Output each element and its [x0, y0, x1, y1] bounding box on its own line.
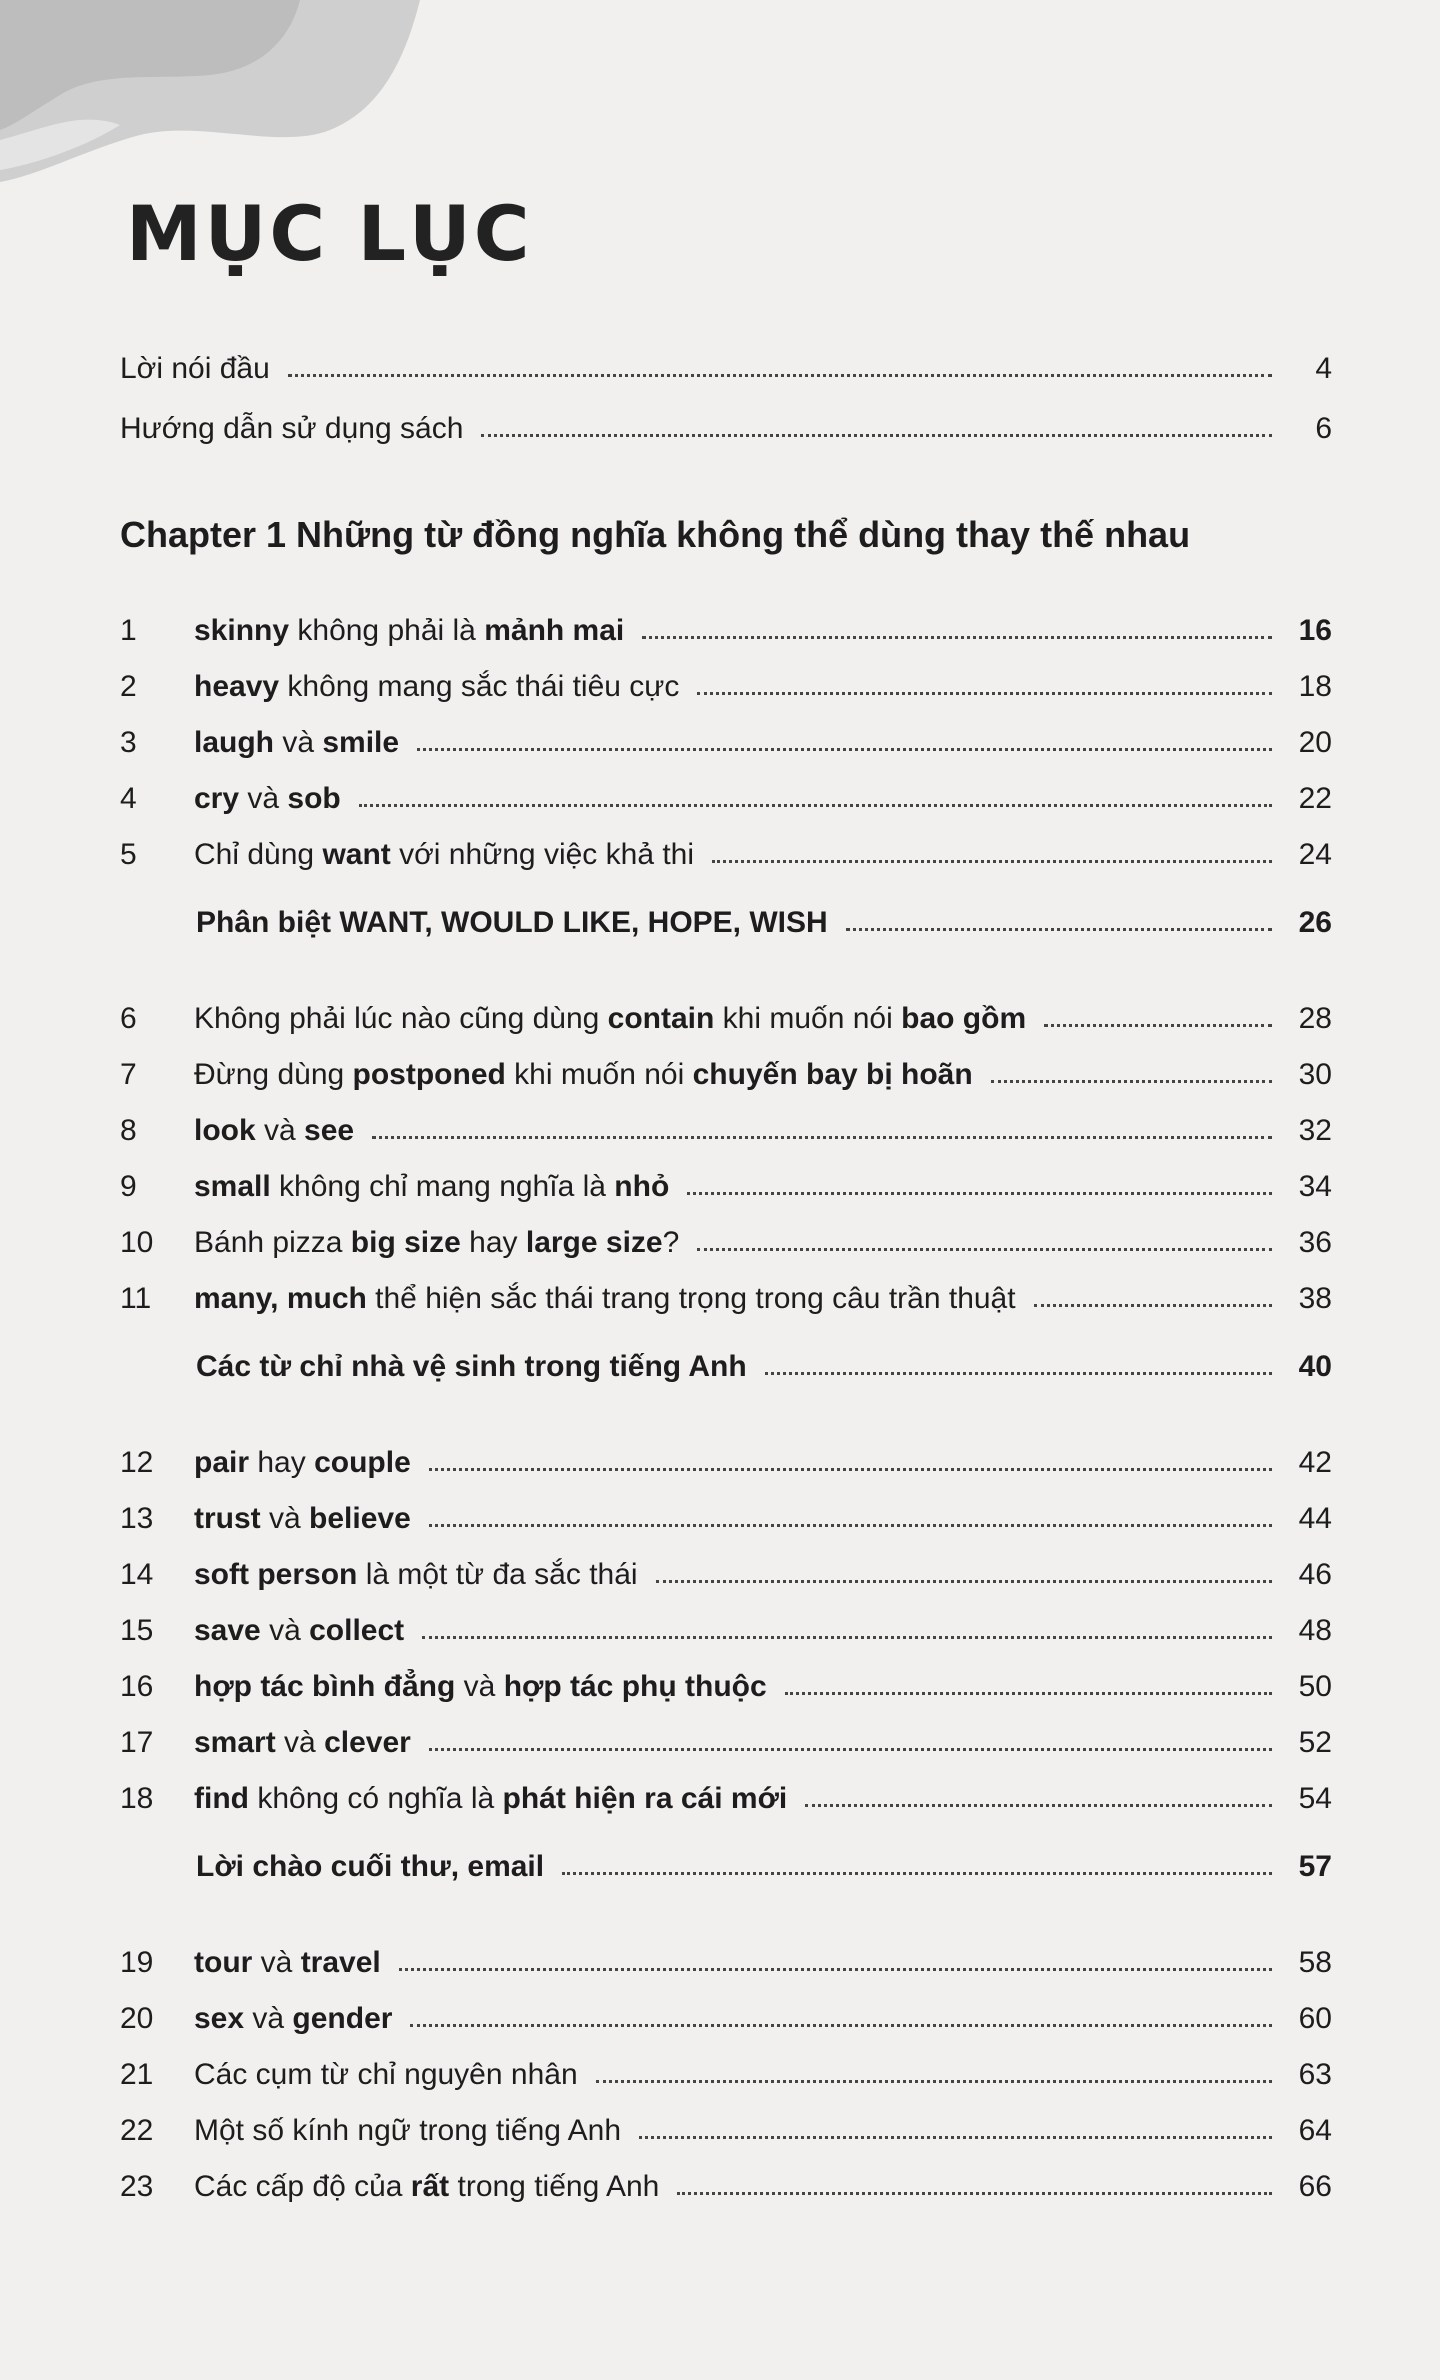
toc-row: [120, 988, 1332, 1036]
toc-page-number: 18: [1298, 670, 1332, 703]
toc-row: [120, 338, 1332, 386]
dot-leader: [991, 1080, 1272, 1083]
toc-row: [120, 1432, 1332, 1480]
decorative-corner-shape: [0, 0, 420, 190]
toc-page-number: 57: [1298, 1850, 1332, 1883]
toc-page-number: 64: [1298, 2114, 1332, 2147]
text-segment: và: [255, 1114, 305, 1147]
toc-entry-number: 18: [120, 1782, 154, 1815]
toc-entry-text: [196, 906, 828, 940]
bold-term: Các từ chỉ nhà vệ sinh trong tiếng Anh: [196, 1350, 747, 1383]
toc-page-number: 60: [1298, 2002, 1332, 2035]
bold-term: sex: [194, 2002, 245, 2035]
text-segment: khi muốn nói: [714, 1002, 902, 1035]
bold-term: hợp tác phụ thuộc: [503, 1670, 767, 1703]
text-segment: thể hiện sắc thái trang trọng trong câu trần thuật: [366, 1282, 1016, 1315]
text-segment: khi muốn nói: [505, 1058, 693, 1091]
toc-entry-number: 6: [120, 1002, 137, 1035]
bold-term: trust: [194, 1502, 261, 1535]
text-segment: và: [275, 1726, 325, 1759]
toc-page-number: 50: [1298, 1670, 1332, 1703]
toc-entry-number: 3: [120, 726, 137, 759]
text-segment: không chỉ mang nghĩa là: [270, 1170, 615, 1203]
toc-row: [120, 1156, 1332, 1204]
text-segment: và: [252, 1946, 301, 1979]
bold-term: laugh: [194, 726, 274, 759]
toc-page-number: 42: [1298, 1446, 1332, 1479]
bold-term: mảnh mai: [484, 614, 625, 647]
toc-entry-text: [194, 1226, 679, 1260]
bold-term: find: [194, 1782, 249, 1815]
toc-entry-number: 23: [120, 2170, 154, 2203]
bold-term: phát hiện ra cái mới: [502, 1782, 788, 1815]
dot-leader: [288, 374, 1272, 377]
dot-leader: [677, 2192, 1272, 2195]
bold-term: gender: [292, 2002, 393, 2035]
bold-term: pair: [194, 1446, 250, 1479]
dot-leader: [399, 1968, 1272, 1971]
bold-term: Lời chào cuối thư, email: [196, 1850, 545, 1883]
toc-page-number: 16: [1298, 614, 1332, 647]
toc-row: [120, 1932, 1332, 1980]
toc-row: [120, 1988, 1332, 2036]
toc-entry-text: [194, 1170, 669, 1204]
bold-term: big size: [350, 1226, 461, 1259]
bold-term: bao gồm: [901, 1002, 1027, 1035]
toc-row: [120, 712, 1332, 760]
toc-entry-text: [194, 614, 624, 648]
bold-term: couple: [314, 1446, 411, 1479]
bold-term: rất: [410, 2170, 450, 2203]
toc-page-number: 48: [1298, 1614, 1332, 1647]
toc-subsection-row: [196, 1836, 1332, 1884]
toc-entry-number: 14: [120, 1558, 154, 1591]
bold-term: chuyến bay bị hoãn: [692, 1058, 973, 1091]
toc-entry-number: 10: [120, 1226, 154, 1259]
toc-subsection-row: [196, 1336, 1332, 1384]
toc-entry-text: [194, 670, 679, 704]
bold-term: believe: [309, 1502, 411, 1535]
bold-term: save: [194, 1614, 261, 1647]
toc-entry-text: [194, 1114, 354, 1148]
bold-term: see: [304, 1114, 355, 1147]
text-segment: và: [239, 782, 288, 815]
dot-leader: [359, 804, 1272, 807]
toc-row: [120, 656, 1332, 704]
dot-leader: [429, 1524, 1272, 1527]
text-segment: trong tiếng Anh: [449, 2170, 660, 2203]
text-segment: hay: [460, 1226, 526, 1259]
text-segment: và: [260, 1614, 310, 1647]
dot-leader: [697, 692, 1272, 695]
text-segment: Các cấp độ của: [194, 2170, 411, 2203]
toc-page-number: 46: [1298, 1558, 1332, 1591]
toc-entry-text: [194, 1058, 973, 1092]
toc-row: [120, 1488, 1332, 1536]
bold-term: clever: [324, 1726, 411, 1759]
dot-leader: [562, 1872, 1272, 1875]
toc-page-number: 52: [1298, 1726, 1332, 1759]
toc-page-number: 28: [1298, 1002, 1332, 1035]
toc-entry-text: [194, 1502, 411, 1536]
toc-page-number: 24: [1298, 838, 1332, 871]
dot-leader: [1034, 1304, 1272, 1307]
toc-page-number: 32: [1298, 1114, 1332, 1147]
text-segment: và: [455, 1670, 504, 1703]
bold-term: smile: [322, 726, 400, 759]
text-segment: và: [260, 1502, 310, 1535]
toc-entry-number: 7: [120, 1058, 137, 1091]
toc-entry-text: [194, 2170, 659, 2204]
dot-leader: [642, 636, 1272, 639]
toc-entry-text: [194, 726, 399, 760]
toc-entry-text: [194, 782, 341, 816]
toc-entry-number: 17: [120, 1726, 154, 1759]
toc-entry-number: 19: [120, 1946, 154, 1979]
toc-page-number: 54: [1298, 1782, 1332, 1815]
dot-leader: [429, 1468, 1272, 1471]
page-title: MỤC LỤC: [126, 189, 533, 278]
dot-leader: [372, 1136, 1272, 1139]
bold-term: travel: [300, 1946, 381, 1979]
toc-entry-number: 22: [120, 2114, 154, 2147]
toc-page-number: 63: [1298, 2058, 1332, 2091]
bold-term: heavy: [194, 670, 280, 703]
toc-row: [120, 1656, 1332, 1704]
text-segment: và: [274, 726, 323, 759]
toc-page-number: 44: [1298, 1502, 1332, 1535]
bold-term: many, much: [194, 1282, 367, 1315]
dot-leader: [846, 928, 1272, 931]
bold-term: smart: [194, 1726, 276, 1759]
toc-entry-number: 8: [120, 1114, 137, 1147]
bold-term: collect: [309, 1614, 405, 1647]
toc-row: [120, 2100, 1332, 2148]
dot-leader: [765, 1372, 1272, 1375]
dot-leader: [410, 2024, 1272, 2027]
toc-entry-number: 2: [120, 670, 137, 703]
toc-entry-text: [194, 1726, 411, 1760]
dot-leader: [481, 434, 1272, 437]
text-segment: Bánh pizza: [194, 1226, 351, 1259]
toc-row: [120, 1544, 1332, 1592]
toc-page-number: 20: [1298, 726, 1332, 759]
bold-term: look: [194, 1114, 256, 1147]
toc-entry-text: [194, 1002, 1026, 1036]
bold-term: large size: [525, 1226, 663, 1259]
bold-term: tour: [194, 1946, 253, 1979]
dot-leader: [1044, 1024, 1272, 1027]
dot-leader: [805, 1804, 1272, 1807]
toc-page-number: 30: [1298, 1058, 1332, 1091]
toc-row: [120, 768, 1332, 816]
toc-row: [120, 1768, 1332, 1816]
bold-term: nhỏ: [614, 1170, 670, 1203]
toc-entry-text: [194, 1782, 787, 1816]
bold-term: Phân biệt WANT, WOULD LIKE, HOPE, WISH: [196, 906, 828, 939]
toc-entry-number: 13: [120, 1502, 154, 1535]
toc-entry-text: Lời nói đầu: [120, 352, 270, 385]
dot-leader: [417, 748, 1272, 751]
text-segment: hay: [249, 1446, 315, 1479]
toc-entry-number: 11: [120, 1282, 152, 1315]
text-segment: và: [244, 2002, 293, 2035]
toc-row: [120, 1268, 1332, 1316]
toc-entry-text: [196, 1850, 544, 1884]
bold-term: cry: [194, 782, 240, 815]
text-segment: Không phải lúc nào cũng dùng: [194, 1002, 608, 1035]
toc-page-number: 34: [1298, 1170, 1332, 1203]
toc-page-number: 4: [1315, 352, 1332, 385]
dot-leader: [596, 2080, 1272, 2083]
dot-leader: [697, 1248, 1272, 1251]
text-segment: với những việc khả thi: [390, 838, 695, 871]
toc-entry-text: [196, 1350, 747, 1384]
toc-page-number: 36: [1298, 1226, 1332, 1259]
toc-entry-text: [194, 2114, 621, 2148]
dot-leader: [785, 1692, 1272, 1695]
toc-entry-text: [194, 1614, 404, 1648]
toc-row: [120, 1212, 1332, 1260]
bold-term: contain: [607, 1002, 715, 1035]
toc-entry-text: [194, 1946, 381, 1980]
toc-page-number: 38: [1298, 1282, 1332, 1315]
text-segment: Một số kính ngữ trong tiếng Anh: [194, 2114, 622, 2147]
toc-page-number: 22: [1298, 782, 1332, 815]
bold-term: sob: [287, 782, 341, 815]
toc-row: [120, 824, 1332, 872]
chapter-heading: Chapter 1 Những từ đồng nghĩa không thể dùng thay thế nhau: [120, 514, 1191, 555]
dot-leader: [639, 2136, 1272, 2139]
bold-term: soft person: [194, 1558, 358, 1591]
toc-row: [120, 1100, 1332, 1148]
toc-page-number: 40: [1298, 1350, 1332, 1383]
text-segment: Chỉ dùng: [194, 838, 323, 871]
text-segment: là một từ đa sắc thái: [357, 1558, 638, 1591]
toc-entry-number: 20: [120, 2002, 154, 2035]
bold-term: hợp tác bình đẳng: [194, 1670, 456, 1703]
toc-entry-text: [194, 1670, 767, 1704]
toc-entry-number: 15: [120, 1614, 154, 1647]
toc-entry-number: 4: [120, 782, 137, 815]
toc-entry-number: 5: [120, 838, 137, 871]
toc-row: [120, 398, 1332, 446]
text-segment: không mang sắc thái tiêu cực: [279, 670, 680, 703]
toc-row: [120, 600, 1332, 648]
toc-page-number: 66: [1298, 2170, 1332, 2203]
bold-term: postponed: [352, 1058, 506, 1091]
toc-entry-number: 1: [120, 614, 137, 647]
toc-entry-text: [194, 2058, 578, 2092]
text-segment: Đừng dùng: [194, 1058, 353, 1091]
toc-page-number: 26: [1298, 906, 1332, 939]
toc-subsection-row: [196, 892, 1332, 940]
bold-term: skinny: [194, 614, 290, 647]
toc-entry-number: 21: [120, 2058, 154, 2091]
dot-leader: [656, 1580, 1272, 1583]
toc-entry-text: Hướng dẫn sử dụng sách: [120, 412, 464, 445]
toc-entry-text: [194, 1282, 1016, 1316]
toc-row: [120, 1600, 1332, 1648]
toc-entry-text: [194, 1446, 411, 1480]
toc-entry-text: [194, 838, 694, 872]
toc-entry-text: [194, 1558, 638, 1592]
dot-leader: [687, 1192, 1272, 1195]
toc-entry-number: 12: [120, 1446, 154, 1479]
text-segment: Các cụm từ chỉ nguyên nhân: [194, 2058, 578, 2091]
toc-row: [120, 2044, 1332, 2092]
toc-row: [120, 1712, 1332, 1760]
dot-leader: [712, 860, 1272, 863]
dot-leader: [429, 1748, 1272, 1751]
toc-row: [120, 2156, 1332, 2204]
text-segment: ?: [662, 1226, 680, 1259]
bold-term: small: [194, 1170, 271, 1203]
toc-entry-number: 16: [120, 1670, 154, 1703]
toc-page-number: 6: [1315, 412, 1332, 445]
dot-leader: [422, 1636, 1272, 1639]
toc-page-number: 58: [1298, 1946, 1332, 1979]
toc-row: [120, 1044, 1332, 1092]
text-segment: không phải là: [289, 614, 485, 647]
toc-entry-text: [194, 2002, 392, 2036]
bold-term: want: [322, 838, 391, 871]
toc-entry-number: 9: [120, 1170, 137, 1203]
text-segment: không có nghĩa là: [248, 1782, 503, 1815]
